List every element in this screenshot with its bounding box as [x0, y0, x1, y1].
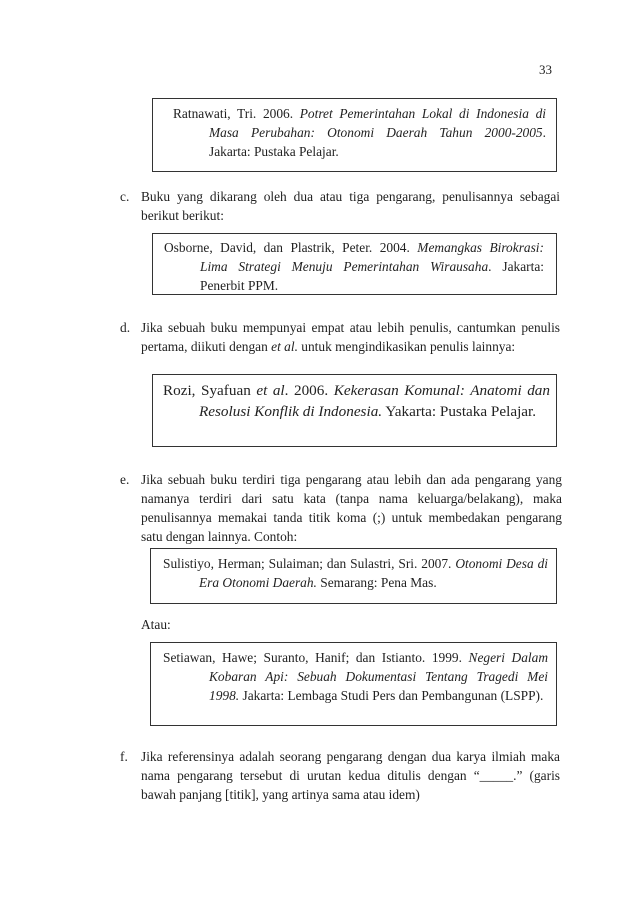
list-label: d. [120, 320, 131, 335]
reference-entry [164, 238, 544, 295]
list-text: Jika sebuah buku mempunyai empat atau lebih penulis, cantumkan penulis pertama, diikuti dengan [141, 320, 560, 354]
list-item-c [120, 187, 560, 225]
reference-publisher: Semarang: Pena Mas. [316, 575, 437, 590]
reference-title: Negeri Dalam Kobaran Api: Sebuah Dokumentasi Tentang Tragedi Mei 1998. [209, 650, 548, 703]
page-number: 33 [539, 62, 552, 77]
reference-author: Sulistiyo, Herman; Sulaiman; dan Sulastri, Sri. 2007. [163, 556, 456, 571]
reference-title: Memangkas Birokrasi: Lima Strategi Menuju Pemerintahan Wirausaha [200, 240, 544, 274]
reference-box-osborne [152, 233, 557, 295]
reference-author: Osborne, David, dan Plastrik, Peter. 2004. [164, 240, 418, 255]
list-label: f. [120, 749, 128, 764]
reference-entry [173, 104, 546, 161]
reference-entry [163, 554, 548, 592]
list-item-d [120, 318, 560, 356]
list-label: c. [120, 189, 130, 204]
reference-author: Ratnawati, Tri. 2006. [173, 106, 300, 121]
list-item-e [120, 470, 562, 546]
reference-author: Rozi, Syafuan [163, 382, 257, 399]
reference-title: Potret Pemerintahan Lokal di Indonesia di Masa Perubahan: Otonomi Daerah Tahun 2000-2005 [209, 106, 546, 140]
reference-title: Kekerasan Komunal: Anatomi dan Resolusi Konflik di Indonesia. [199, 382, 550, 420]
list-text: Buku yang dikarang oleh dua atau tiga pengarang, penulisannya sebagai berikut berikut: [141, 189, 560, 223]
reference-publisher: Yakarta: Pustaka Pelajar. [382, 403, 537, 420]
list-text: untuk mengindikasikan penulis lainnya: [297, 339, 516, 354]
reference-year: . 2006. [284, 382, 334, 399]
atau-label: Atau: [141, 617, 171, 632]
list-text: Jika sebuah buku terdiri tiga pengarang atau lebih dan ada pengarang yang namanya terdiri dari satu kata (tanpa nama keluarga/belakang), maka penulisannya memakai tanda titik koma (;) untuk membedakan pengarang satu dengan lainnya. Contoh: [141, 472, 562, 544]
reference-etal: et al [256, 382, 285, 399]
reference-author: Setiawan, Hawe; Suranto, Hanif; dan Istianto. 1999. [163, 650, 469, 665]
reference-title: Otonomi Desa di Era Otonomi Daerah. [199, 556, 549, 590]
reference-entry [163, 648, 548, 705]
reference-entry [163, 380, 550, 422]
reference-box-sulistiyo [150, 548, 557, 604]
list-text: Jika referensinya adalah seorang pengarang dengan dua karya ilmiah maka nama pengarang tersebut di urutan kedua ditulis dengan “_____.” (garis bawah panjang [titik], yang artinya sama atau idem) [141, 749, 560, 802]
reference-publisher: Jakarta: Lembaga Studi Pers dan Pembangunan (LSPP). [239, 688, 544, 703]
list-item-f [120, 747, 560, 804]
list-label: e. [120, 472, 130, 487]
reference-box-setiawan [150, 642, 557, 726]
reference-box-rozi [152, 374, 557, 447]
reference-publisher: . Jakarta: Penerbit PPM. [200, 259, 544, 293]
reference-publisher: . Jakarta: Pustaka Pelajar. [209, 125, 546, 159]
list-text-etal: et al. [271, 339, 298, 354]
reference-box-ratnawati [152, 98, 557, 172]
